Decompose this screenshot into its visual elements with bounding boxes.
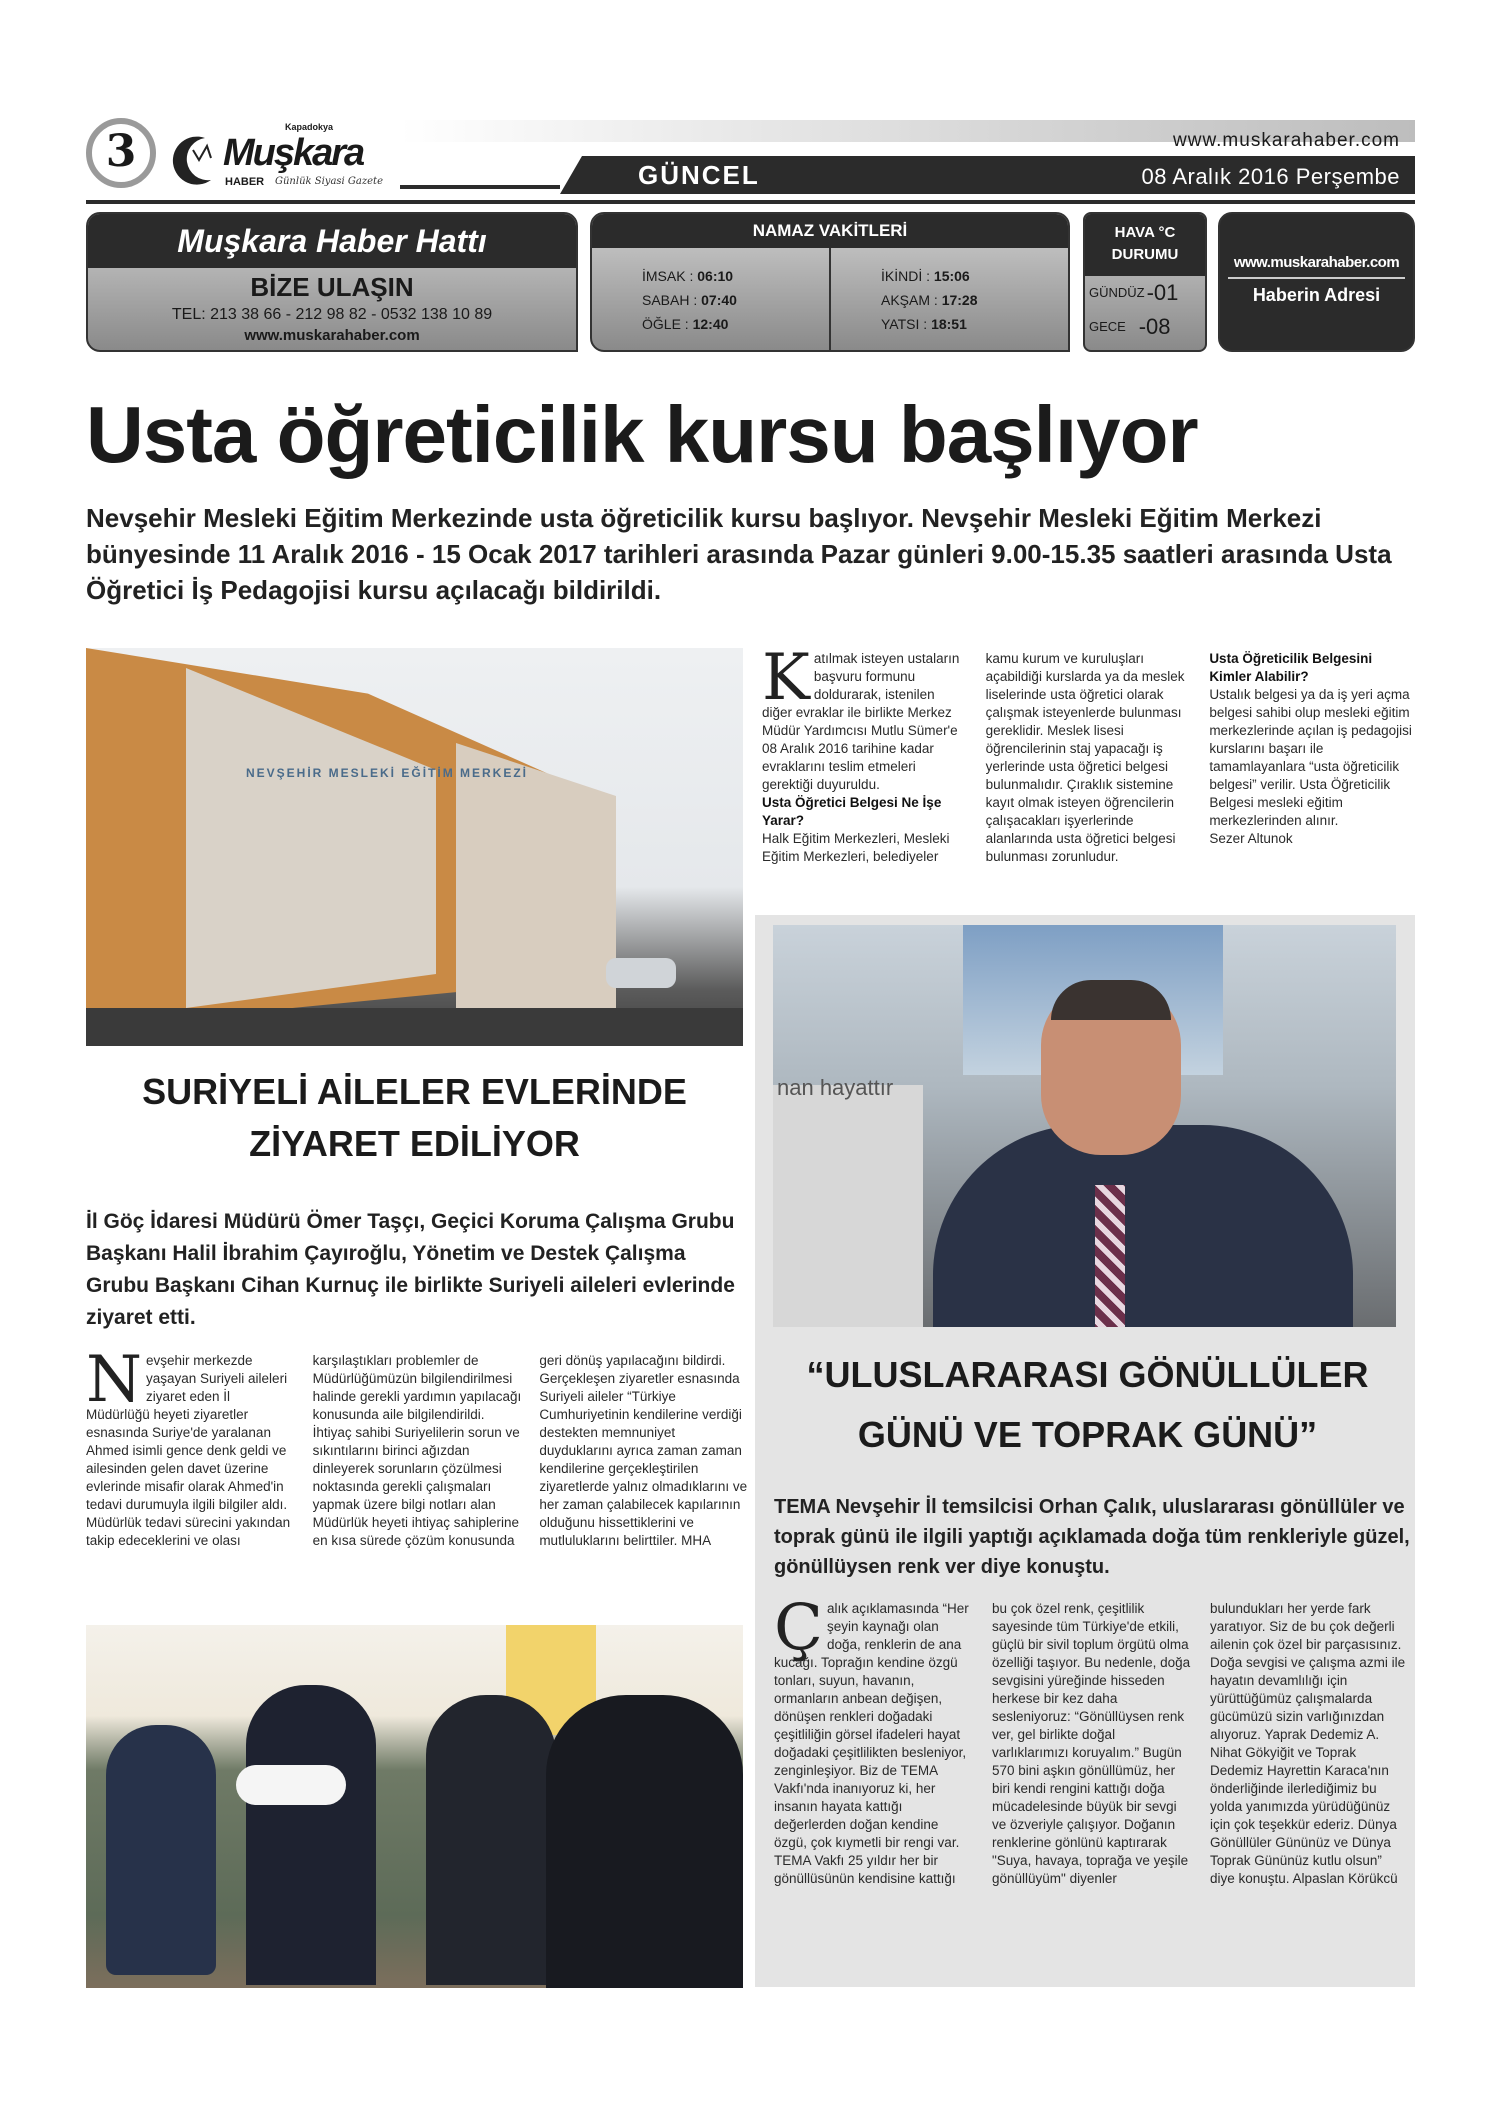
article1-author: Sezer Altunok — [1209, 831, 1293, 846]
prayer-name: İMSAK — [642, 268, 686, 284]
logo-haber: HABER — [225, 176, 265, 188]
issue-date: 08 Aralık 2016 Perşembe — [1141, 164, 1400, 189]
logo-kapadokya: Kapadokya — [285, 122, 334, 132]
prayer-title: NAMAZ VAKİTLERİ — [592, 214, 1068, 248]
prayer-time: 15:06 — [933, 268, 970, 284]
article2-lead: İl Göç İdaresi Müdürü Ömer Taşçı, Geçici Koruma Çalışma Grubu Başkanı Halil İbrahim Çayıroğlu, Yönetim ve Destek Çalışma Grubu Başkanı Cihan Kurnuç ile birlikte Suriyeli aileleri evlerinde ziyaret etti. — [86, 1210, 735, 1329]
article3-headline — [760, 1345, 1415, 1465]
prayer-row: AKŞAM : 17:28 — [881, 292, 978, 308]
prayer-name: AKŞAM — [881, 292, 931, 308]
article3-headline-line: GÜNÜ VE TOPRAK GÜNÜ” — [857, 1414, 1318, 1455]
weather-day-value: -01 — [1146, 280, 1179, 305]
weather-title: DURUMU — [1111, 246, 1179, 263]
prayer-name: ÖĞLE — [642, 316, 681, 332]
article1-lead: Nevşehir Mesleki Eğitim Merkezinde usta öğreticilik kursu başlıyor. Nevşehir Mesleki Eğitim Merkezi bünyesinde 11 Aralık 2016 - 15 Ocak 2017 tarihleri arasında Pazar günleri 9.00-15.35 saatleri arasında Usta Öğretici İş Pedagojisi kursu açılacağı bildirildi. — [86, 503, 1392, 605]
prayer-name: İKİNDİ — [881, 268, 923, 284]
logo-brand: Muşkara — [223, 132, 364, 174]
article2-headline-line: ZİYARET EDİLİYOR — [249, 1123, 580, 1164]
article1-paragraph: atılmak isteyen ustaların başvuru formunu doldurarak, istenilen diğer evraklar ile birlikte Merkez Müdür Yardımcısı Mutlu Sümer'e 08 Aralık 2016 tarihine kadar evraklarını teslim etmeleri gerektiği duyuruldu. — [762, 651, 960, 792]
main-headline — [86, 380, 1415, 490]
family-visit-photo — [86, 1625, 743, 1988]
article1-subheading: Usta Öğreticilik Belgesini Kimler Alabilir? — [1209, 651, 1373, 684]
dropcap: Ç — [774, 1591, 823, 1665]
prayer-row: İKİNDİ : 15:06 — [881, 268, 970, 284]
article3-body — [774, 1591, 1410, 1888]
school-building-photo — [86, 648, 743, 1046]
prayer-time: 18:51 — [931, 316, 967, 332]
dropcap: K — [762, 641, 810, 715]
hotline-title: Muşkara Haber Hattı — [88, 214, 576, 268]
article2-headline — [86, 1066, 743, 1170]
header-url[interactable]: www.muskarahaber.com — [1173, 130, 1400, 151]
site-address-box[interactable] — [1218, 212, 1415, 352]
site-url[interactable]: www.muskarahaber.com — [1228, 254, 1405, 279]
article1-paragraph: Ustalık belgesi ya da iş yeri açma belgesi sahibi olup mesleki eğitim merkezlerinde açılan iş pedagojisi kurslarını başarı ile tamamlayanlara “usta öğreticilik belgesi” verilir. Usta Öğreticilik Belgesi mesleki eğitim merkezlerinden alınır. — [1209, 687, 1412, 828]
weather-night-label: GECE — [1089, 319, 1126, 334]
poster-text: nan hayattır — [777, 1075, 894, 1100]
weather-unit: °C — [1158, 224, 1176, 241]
logo[interactable] — [165, 122, 405, 192]
article2-paragraph: evşehir merkezde yaşayan Suriyeli aileleri ziyaret eden İl Müdürlüğü heyeti ziyaretler esnasında Suriye'de yaralanan Ahmed isimli gence denk geldi ve ailesinden gelen davet üzerine evlerinde misafir olarak Ahmed'in tedavi durumuyla ilgili bilgiler aldı. Müdürlük tedavi sürecini yakından takip edeceklerini ve olası karşılaştıkları problemler de Müdürlüğümüzün bilgilendirilmesi halinde gerekli yardımın yapılacağı konusunda aile bilgilendirildi. İhtiyaç sahibi Suriyelilerin sorun ve sıkıntılarını birinci ağızdan dinleyerek sorunların çözülmesi noktasında gerekli çalışmaları yapmak üzere bilgi notları alan Müdürlük heyeti ihtiyaç sahiplerine en kısa sürede çözüm konusunda geri dönüş yapılacağını bildirdi. Gerçekleşen ziyaretler esnasında Suriyeli aileler “Türkiye Cumhuriyetinin kendilerine verdiği destekten memnuniyet duyduklarını ayrıca zaman zaman kendilerine gerçekleştirilen ziyaretlerde yalnız olmadıklarını ve her zaman çalabilecek kapılarının olduğunu hissettiklerini ve mutluluklarını belirttiler. MHA — [86, 1353, 748, 1548]
article3-paragraph: alık açıklamasında “Her şeyin kaynağı olan doğa, renklerin de ana kucağı. Toprağın kendine özgü tonları, suyun, havanın, ormanların anbean değişen, dönüşen renkleri doğadaki çeşitliliğin görsel ifadeleri hayat doğadaki çeşitlilikten besleniyor, zenginleşiyor. Biz de TEMA Vakfı'nda inanıyoruz ki, her insanın hayata kattığı değerlerden doğan kendine özgü, çok kıymetli bir rengi var. TEMA Vakfı 25 yıldır her bir gönüllüsünün kendisine kattığı bu çok özel renk, çeşitlilik sayesinde tüm Türkiye'de etkili, güçlü bir sivil toplum örgütü olma özelliği taşıyor. Bu nedenle, doğa sevgisini yüreğinde hisseden herkese bir kez daha sesleniyoruz: “Gönüllüysen renk ver, gel birlikte doğal varlıklarımızı koruyalım.” Bugün 570 bini aşkın gönüllümüz, her biri kendi rengini kattığı doğa mücadelesinde büyük bir sevgi ve özveriyle çalışıyor. Doğanın renklerine gönlünü kaptırarak "Suya, havaya, toprağa ve yeşile gönüllüyüm" diyenler bulundukları her yerde fark yaratıyor. Siz de bu çok değerli ailenin çok özel bir parçasısınız. Doğa sevgisi ve çalışma azmi ile hayatın devamlılığı için yürüttüğümüz çalışmalarda gücümüzü sizin varlığınızdan alıyoruz. Yaprak Dedemiz A. Nihat Gökyiğit ve Toprak Dedemiz Hayrettin Karaca'nın önderliğinde ilerlediğimiz bu yolda yanımızda yürüdüğünüz için çok teşekkür ederiz. Dünya Gönüllüler Gününüz ve Dünya Toprak Gününüz kutlu olsun” diye konuştu. Alpaslan Körükcü — [774, 1601, 1406, 1886]
article2-headline-line: SURİYELİ AİLELER EVLERİNDE — [142, 1071, 687, 1112]
logo-subtitle: Günlük Siyasi Gazete — [275, 176, 383, 187]
prayer-time: 12:40 — [692, 316, 729, 332]
article1-subheading: Usta Öğretici Belgesi Ne İşe Yarar? — [762, 795, 942, 828]
portrait-photo — [773, 925, 1396, 1327]
article1-paragraph: Halk Eğitim Merkezleri, Mesleki Eğitim Merkezleri, belediyeler kamu kurum ve kuruluşları açabildiği kurslarda ya da meslek liselerinde usta öğretici olarak çalışmak isteyenlerde bulunması gereklidir. Meslek lisesi öğrencilerinin staj yapacağı iş yerlerinde usta öğretici belgesi bulunmalıdır. Çıraklık sistemine kayıt olmak isteyen öğrencilerin çalışacakları işyerlerinde alanlarında usta öğretici belgesi bulunması zorunludur. — [762, 651, 1185, 864]
prayer-name: YATSI — [881, 316, 920, 332]
logo-moon-icon — [165, 130, 225, 186]
weather-day-label: GÜNDÜZ — [1089, 285, 1145, 300]
dropcap: N — [86, 1343, 142, 1417]
weather-box — [1083, 212, 1207, 352]
weather-night — [1085, 310, 1205, 344]
hotline-cta: BİZE ULAŞIN — [250, 272, 414, 302]
article1-body — [762, 641, 1415, 866]
article2-body — [86, 1343, 748, 1550]
prayer-time: 06:10 — [697, 268, 734, 284]
prayer-row: SABAH : 07:40 — [642, 292, 737, 308]
article3-lead: TEMA Nevşehir İl temsilcisi Orhan Çalık, uluslararası gönüllüler ve toprak günü ile ilgili yaptığı açıklamada doğa tüm renkleriyle güzel, gönüllüysen renk ver diye konuştu. — [774, 1496, 1410, 1578]
prayer-row: ÖĞLE : 12:40 — [642, 316, 729, 332]
section-title: GÜNCEL — [638, 160, 760, 190]
article3-headline-line: “ULUSLARARASI GÖNÜLLÜLER — [806, 1354, 1369, 1395]
hotline-phones: TEL: 213 38 66 - 212 98 82 - 0532 138 10 89 — [171, 306, 493, 323]
prayer-row: YATSI : 18:51 — [881, 316, 967, 332]
site-slogan: Haberin Adresi — [1252, 285, 1381, 305]
divider — [400, 185, 560, 189]
building-sign: NEVŞEHİR MESLEKİ EĞİTİM MERKEZİ — [246, 766, 529, 780]
hotline-box — [86, 212, 578, 352]
prayer-time: 17:28 — [941, 292, 978, 308]
page-number: 3 — [86, 118, 156, 188]
prayer-name: SABAH — [642, 292, 690, 308]
prayer-time: 07:40 — [701, 292, 737, 308]
hotline-url[interactable]: www.muskarahaber.com — [244, 327, 420, 344]
main-headline-text: Usta öğreticilik kursu başlıyor — [86, 390, 1198, 479]
prayer-times-box — [590, 212, 1070, 352]
weather-title: HAVA — [1114, 224, 1155, 241]
prayer-row: İMSAK : 06:10 — [642, 268, 734, 284]
divider — [86, 200, 1415, 204]
weather-night-value: -08 — [1138, 314, 1171, 339]
weather-day — [1085, 276, 1205, 310]
